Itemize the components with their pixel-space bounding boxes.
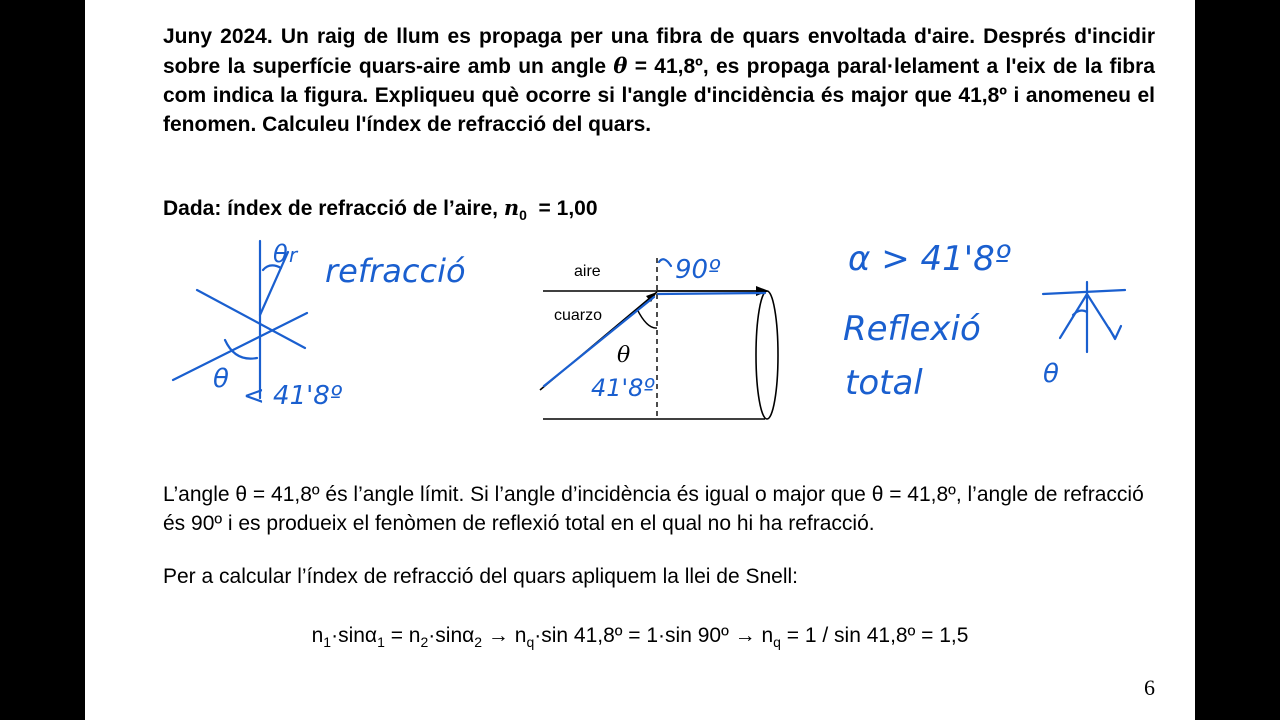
left-r: r [289, 243, 298, 267]
f-sq2: q [773, 634, 781, 651]
f-t3: ·sin 41,8º = 1·sin 90º [534, 624, 735, 647]
snell-intro: Per a calcular l’índex de refracció del quars apliquem la llei de Snell: [163, 565, 799, 588]
figure-and-annotations [85, 0, 1195, 460]
f-s2: 2 [420, 634, 429, 651]
problem-theta: θ [613, 53, 628, 78]
angle-arc [637, 309, 657, 328]
right-sketch [843, 239, 1125, 403]
right-alpha-condition: α > 41'8º [848, 239, 1011, 279]
f-t4: = 1 / sin 41,8º = 1,5 [780, 624, 969, 647]
right-reflexio: Reflexió [843, 309, 981, 349]
f-arrow2: → n [734, 624, 774, 647]
given-subscript: 0 [519, 207, 527, 224]
page-number: 6 [1144, 675, 1155, 700]
fiber-end-ellipse [756, 291, 778, 419]
f-a2: 2 [474, 634, 483, 651]
f-s1: 1 [323, 634, 332, 651]
left-theta-bottom: θ [213, 364, 229, 394]
f-arrow1: → n [482, 624, 527, 647]
problem-text-1: Un raig de llum es propaga per una fibra de quars envoltada d'aire. Després d'incidir sobre la superfície quars-aire amb un angle [163, 25, 1156, 78]
ink-refracted-trace [658, 293, 765, 294]
f-a1: 1 [377, 634, 385, 651]
given-value: = 1,00 [526, 197, 598, 220]
slide-page [85, 0, 1195, 720]
left-less-than: < 41'8º [243, 381, 343, 411]
problem-text-2: = 41,8º, es propaga paral·lelament a l'eix de la fibra com indica la figura. Expliqueu què ocorre si l'angle d'incidència és major que 41,8º i anomeneu el fenomen. Calculeu l'índex de refracció del quars. [163, 55, 1155, 136]
f-n1: n [311, 624, 324, 647]
left-ray-1 [197, 290, 305, 348]
right-angle-arc [1073, 311, 1087, 315]
label-theta: θ [617, 343, 631, 368]
ink-90-label: 90º [675, 255, 721, 285]
ink-41-label: 41'8º [591, 374, 655, 402]
left-angle-arc [225, 340, 257, 359]
left-interface [173, 313, 307, 380]
f-eq1: = n [384, 624, 421, 647]
right-arrowhead [1109, 326, 1121, 339]
given-symbol: n [503, 195, 520, 220]
ink-90-arc [659, 259, 671, 266]
f-sq1: q [526, 634, 535, 651]
snell-formula [85, 624, 1195, 650]
f-t2: ·sinα [428, 624, 475, 647]
left-theta-top: θ [273, 240, 288, 268]
given-label: Dada: índex de refracció de l’aire, [163, 197, 504, 220]
left-sketch [173, 240, 466, 411]
f-t1: ·sinα [331, 624, 378, 647]
right-total: total [845, 363, 923, 403]
left-refraccio: refracció [325, 252, 466, 290]
label-aire: aire [574, 263, 601, 280]
right-interface [1043, 290, 1125, 294]
right-theta: θ [1043, 359, 1059, 389]
fiber-diagram [540, 258, 778, 420]
label-cuarzo: cuarzo [554, 307, 603, 324]
problem-heading: Juny 2024. [163, 25, 273, 48]
answer-text: L’angle θ = 41,8º és l’angle límit. Si l’angle d’incidència és igual o major que θ = 41,8º, l’angle de refracció és 90º i es produeix el fenòmen de reflexió total en el qual no hi ha refracció. [163, 483, 1144, 535]
